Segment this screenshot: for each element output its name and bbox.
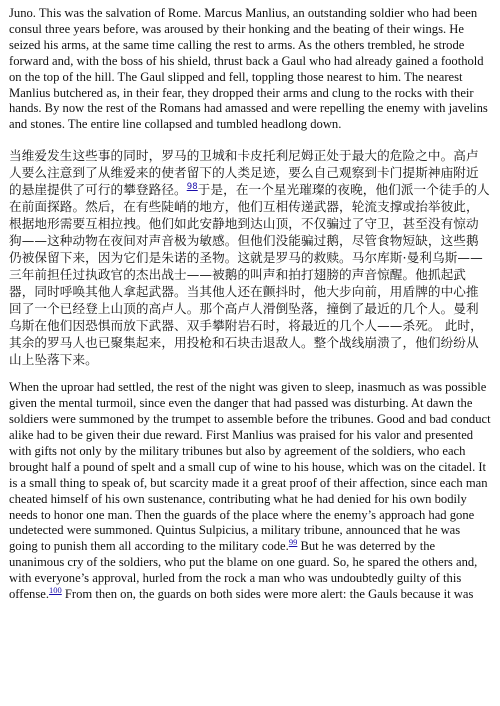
chinese-text-part-2: 于是，在一个星光璀璨的夜晚，他们派一个徒手的人在前面探路。然后，在有些陡峭的地方，他们互相传递武器，轮流支撑或抬举彼此，根据地形需要互相拉拽。他们如此安静地到达山顶，不仅骗过了守卫，甚至没有惊动狗——这种动物在夜间对声音极为敏感。但他们没能骗过鹅，尽管食物短缺，这些鹅仍被保留下来，因为它们是朱诺的圣物。这就是罗马的救赎。马尔库斯·曼利乌斯——三年前担任过执政官的杰出战士——被鹅的叫声和拍打翅膀的声音惊醒。他抓起武器，同时呼唤其他人拿起武器。当其他人还在颤抖时，他大步向前，用盾牌的中心推回了一个已经登上山顶的高卢人。那个高卢人滑倒坠落，撞倒了最近的几个人。曼利乌斯在他们因恐惧而放下武器、双手攀附岩石时，将最近的几个人——杀死。 此时，其余的罗马人也已聚集起来，用投枪和石块击退敌人。整个战线崩溃了，他们纷纷从山上坠落下来。 (9, 182, 490, 368)
english-paragraph-1: Juno. This was the salvation of Rome. Marcus Manlius, an outstanding soldier who had been consul three years before, was aroused by their honking and the beating of their wings. He seized his arms, at the same time calling the rest to arms. As the others trembled, he strode forward and, with the boss of his shield, thrust back a Gaul who had already gained a foothold on the top of the hill. The Gaul slipped and fell, toppling those nearest to him. The nearest Manlius butchered as, in their fear, they dropped their arms and clung to the rocks with their hands. By now the rest of the Romans had amassed and were repelling the enemy with javelins and stones. The entire line collapsed and tumbled headlong down. (9, 6, 488, 132)
footnote-link-100[interactable]: 100 (48, 584, 62, 595)
english-text-part-1: When the uproar had settled, the rest of the night was given to sleep, inasmuch as was possible given the mental turmoil, since even the danger that had passed was disturbing. At dawn the soldiers were summoned by the trumpet to assemble before the tribunes. Good and bad conduct alike had to be given their due reward. First Manlius was praised for his valor and presented with gifts not only by the military tribunes but also by agreement of the soldiers, who each brought half a pound of spelt and a small cup of wine to his house, which was on the citadel. It is a small thing to speak of, but scarcity made it a great proof of their affection, since each man cheated himself of his own sustenance, contributing what he had denied for his own bodily needs to honor one man. Then the guards of the place where the enemy’s approach had gone undetected were summoned. Quintus Sulpicius, a military tribune, announced that he was going to punish them all according to the military code. (9, 380, 491, 554)
english-text-part-3: From then on, the guards on both sides were more alert: the Gauls because it was (61, 587, 474, 602)
chinese-text-part-1: 当维爱发生这些事的同时，罗马的卫城和卡皮托利尼姆正处于最大的危险之中。高卢人要么注意到了从维爱来的使者留下的人类足迹，要么自己观察到卡门提斯神庙附近的悬崖提供了可行的攀登路径。 (9, 148, 479, 198)
footnote-link-98[interactable]: 98 (186, 182, 198, 193)
english-text-part-2: But he was deterred by the unanimous cry of the soldiers, who put the blame on one guard. So, he spared the others and, with everyone’s approval, hurled from the rock a man who was undoubtedly guilty of this offense. (9, 539, 478, 602)
chinese-paragraph (9, 147, 491, 368)
english-paragraph-2 (9, 380, 491, 603)
footnote-link-99[interactable]: 99 (288, 537, 298, 548)
